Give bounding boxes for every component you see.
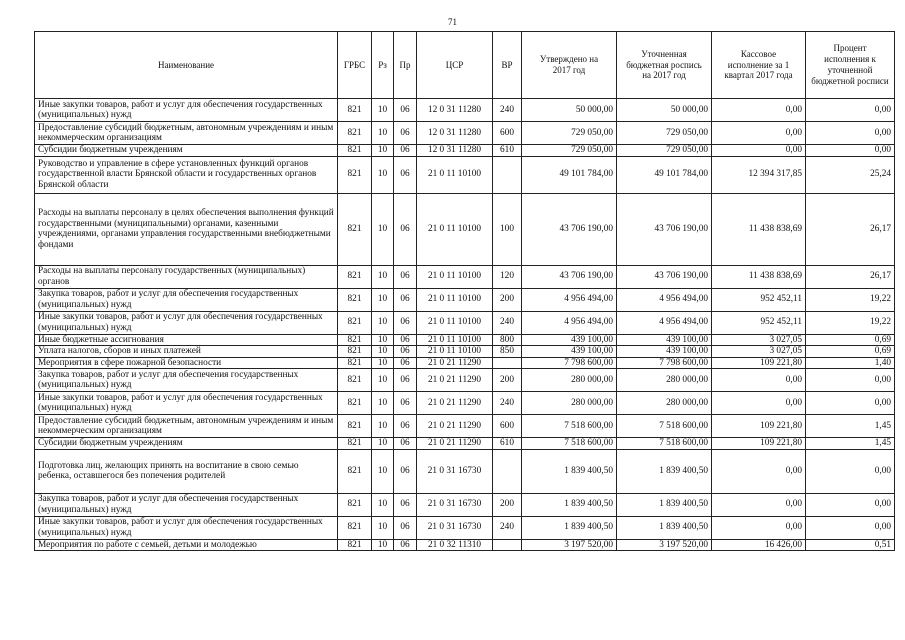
cell-executed: 0,00 bbox=[712, 122, 806, 145]
cell-vr bbox=[493, 357, 522, 369]
cell-vr: 240 bbox=[493, 516, 522, 539]
cell-approved: 729 050,00 bbox=[522, 145, 617, 157]
table-row bbox=[35, 156, 895, 193]
cell-csr: 21 0 11 10100 bbox=[417, 156, 493, 193]
cell-percent: 0,00 bbox=[806, 369, 895, 392]
cell-vr: 850 bbox=[493, 346, 522, 358]
cell-percent: 0,00 bbox=[806, 449, 895, 493]
cell-rz: 10 bbox=[372, 122, 394, 145]
cell-grbs: 821 bbox=[338, 145, 372, 157]
cell-pr: 06 bbox=[394, 156, 417, 193]
cell-executed: 0,00 bbox=[712, 516, 806, 539]
cell-csr: 12 0 31 11280 bbox=[417, 99, 493, 122]
cell-rz: 10 bbox=[372, 415, 394, 438]
cell-csr: 21 0 21 11290 bbox=[417, 438, 493, 450]
cell-pr: 06 bbox=[394, 265, 417, 288]
cell-approved: 50 000,00 bbox=[522, 99, 617, 122]
table-row bbox=[35, 392, 895, 415]
cell-name: Иные закупки товаров, работ и услуг для обеспечения государственных (муниципальных) нужд bbox=[35, 392, 338, 415]
cell-percent: 19,22 bbox=[806, 288, 895, 311]
cell-pr: 06 bbox=[394, 392, 417, 415]
cell-approved: 3 197 520,00 bbox=[522, 539, 617, 551]
cell-pr: 06 bbox=[394, 415, 417, 438]
cell-pr: 06 bbox=[394, 334, 417, 346]
cell-vr: 200 bbox=[493, 493, 522, 516]
cell-pr: 06 bbox=[394, 357, 417, 369]
cell-executed: 952 452,11 bbox=[712, 311, 806, 334]
cell-approved: 49 101 784,00 bbox=[522, 156, 617, 193]
cell-refined: 43 706 190,00 bbox=[617, 265, 712, 288]
cell-csr: 21 0 11 10100 bbox=[417, 346, 493, 358]
cell-pr: 06 bbox=[394, 99, 417, 122]
cell-approved: 439 100,00 bbox=[522, 334, 617, 346]
cell-grbs: 821 bbox=[338, 346, 372, 358]
cell-approved: 1 839 400,50 bbox=[522, 516, 617, 539]
cell-refined: 7 798 600,00 bbox=[617, 357, 712, 369]
cell-name: Субсидии бюджетным учреждениям bbox=[35, 145, 338, 157]
cell-vr: 240 bbox=[493, 392, 522, 415]
cell-rz: 10 bbox=[372, 334, 394, 346]
cell-rz: 10 bbox=[372, 346, 394, 358]
cell-approved: 4 956 494,00 bbox=[522, 288, 617, 311]
cell-rz: 10 bbox=[372, 265, 394, 288]
cell-grbs: 821 bbox=[338, 392, 372, 415]
table-row bbox=[35, 346, 895, 358]
table-row bbox=[35, 516, 895, 539]
cell-csr: 21 0 11 10100 bbox=[417, 288, 493, 311]
cell-refined: 439 100,00 bbox=[617, 334, 712, 346]
cell-name: Иные закупки товаров, работ и услуг для обеспечения государственных (муниципальных) нужд bbox=[35, 99, 338, 122]
cell-grbs: 821 bbox=[338, 311, 372, 334]
cell-pr: 06 bbox=[394, 288, 417, 311]
cell-rz: 10 bbox=[372, 156, 394, 193]
cell-vr bbox=[493, 156, 522, 193]
cell-name: Предоставление субсидий бюджетным, автономным учреждениям и иным некоммерческим организациям bbox=[35, 122, 338, 145]
table-row bbox=[35, 99, 895, 122]
cell-csr: 21 0 11 10100 bbox=[417, 334, 493, 346]
budget-table bbox=[34, 31, 895, 551]
cell-executed: 0,00 bbox=[712, 449, 806, 493]
col-header-percent: Процент исполнения к уточненной бюджетной росписи bbox=[806, 32, 895, 99]
cell-approved: 7 798 600,00 bbox=[522, 357, 617, 369]
cell-pr: 06 bbox=[394, 311, 417, 334]
cell-grbs: 821 bbox=[338, 334, 372, 346]
cell-refined: 439 100,00 bbox=[617, 346, 712, 358]
header-row bbox=[35, 32, 895, 99]
cell-vr: 240 bbox=[493, 311, 522, 334]
cell-rz: 10 bbox=[372, 539, 394, 551]
cell-pr: 06 bbox=[394, 193, 417, 265]
cell-name: Субсидии бюджетным учреждениям bbox=[35, 438, 338, 450]
cell-approved: 43 706 190,00 bbox=[522, 265, 617, 288]
cell-pr: 06 bbox=[394, 369, 417, 392]
table-row bbox=[35, 438, 895, 450]
cell-csr: 21 0 11 10100 bbox=[417, 265, 493, 288]
cell-rz: 10 bbox=[372, 516, 394, 539]
cell-percent: 19,22 bbox=[806, 311, 895, 334]
cell-grbs: 821 bbox=[338, 449, 372, 493]
cell-grbs: 821 bbox=[338, 265, 372, 288]
cell-refined: 280 000,00 bbox=[617, 392, 712, 415]
cell-refined: 4 956 494,00 bbox=[617, 288, 712, 311]
cell-vr: 800 bbox=[493, 334, 522, 346]
cell-pr: 06 bbox=[394, 438, 417, 450]
cell-name: Расходы на выплаты персоналу государственных (муниципальных) органов bbox=[35, 265, 338, 288]
cell-name: Закупка товаров, работ и услуг для обеспечения государственных (муниципальных) нужд bbox=[35, 288, 338, 311]
cell-executed: 11 438 838,69 bbox=[712, 193, 806, 265]
cell-pr: 06 bbox=[394, 516, 417, 539]
cell-grbs: 821 bbox=[338, 122, 372, 145]
cell-rz: 10 bbox=[372, 392, 394, 415]
cell-csr: 12 0 31 11280 bbox=[417, 122, 493, 145]
table-row bbox=[35, 539, 895, 551]
col-header-name: Наименование bbox=[35, 32, 338, 99]
cell-percent: 0,00 bbox=[806, 516, 895, 539]
cell-refined: 729 050,00 bbox=[617, 122, 712, 145]
cell-pr: 06 bbox=[394, 346, 417, 358]
cell-csr: 21 0 21 11290 bbox=[417, 357, 493, 369]
cell-csr: 21 0 31 16730 bbox=[417, 516, 493, 539]
cell-vr: 600 bbox=[493, 415, 522, 438]
cell-grbs: 821 bbox=[338, 156, 372, 193]
col-header-executed: Кассовое исполнение за 1 квартал 2017 года bbox=[712, 32, 806, 99]
cell-vr: 100 bbox=[493, 193, 522, 265]
cell-percent: 0,00 bbox=[806, 122, 895, 145]
cell-csr: 21 0 21 11290 bbox=[417, 415, 493, 438]
cell-approved: 1 839 400,50 bbox=[522, 449, 617, 493]
cell-grbs: 821 bbox=[338, 99, 372, 122]
cell-csr: 21 0 11 10100 bbox=[417, 193, 493, 265]
cell-vr bbox=[493, 539, 522, 551]
cell-grbs: 821 bbox=[338, 493, 372, 516]
cell-refined: 729 050,00 bbox=[617, 145, 712, 157]
cell-executed: 0,00 bbox=[712, 369, 806, 392]
cell-pr: 06 bbox=[394, 122, 417, 145]
table-row bbox=[35, 334, 895, 346]
cell-refined: 7 518 600,00 bbox=[617, 415, 712, 438]
cell-refined: 7 518 600,00 bbox=[617, 438, 712, 450]
cell-refined: 43 706 190,00 bbox=[617, 193, 712, 265]
cell-executed: 952 452,11 bbox=[712, 288, 806, 311]
cell-refined: 50 000,00 bbox=[617, 99, 712, 122]
cell-name: Иные закупки товаров, работ и услуг для обеспечения государственных (муниципальных) нужд bbox=[35, 311, 338, 334]
cell-executed: 109 221,80 bbox=[712, 357, 806, 369]
cell-csr: 21 0 31 16730 bbox=[417, 493, 493, 516]
cell-executed: 0,00 bbox=[712, 145, 806, 157]
cell-approved: 1 839 400,50 bbox=[522, 493, 617, 516]
cell-refined: 49 101 784,00 bbox=[617, 156, 712, 193]
cell-vr: 610 bbox=[493, 145, 522, 157]
cell-refined: 280 000,00 bbox=[617, 369, 712, 392]
cell-refined: 4 956 494,00 bbox=[617, 311, 712, 334]
cell-refined: 1 839 400,50 bbox=[617, 449, 712, 493]
cell-pr: 06 bbox=[394, 539, 417, 551]
cell-pr: 06 bbox=[394, 145, 417, 157]
table-row bbox=[35, 449, 895, 493]
col-header-grbs: ГРБС bbox=[338, 32, 372, 99]
cell-executed: 12 394 317,85 bbox=[712, 156, 806, 193]
cell-name: Иные бюджетные ассигнования bbox=[35, 334, 338, 346]
cell-approved: 280 000,00 bbox=[522, 369, 617, 392]
cell-rz: 10 bbox=[372, 311, 394, 334]
cell-approved: 439 100,00 bbox=[522, 346, 617, 358]
page-number: 71 bbox=[448, 17, 457, 27]
cell-csr: 21 0 21 11290 bbox=[417, 369, 493, 392]
table-row bbox=[35, 288, 895, 311]
cell-vr: 240 bbox=[493, 99, 522, 122]
cell-percent: 1,40 bbox=[806, 357, 895, 369]
cell-approved: 43 706 190,00 bbox=[522, 193, 617, 265]
cell-name: Иные закупки товаров, работ и услуг для обеспечения государственных (муниципальных) нужд bbox=[35, 516, 338, 539]
cell-grbs: 821 bbox=[338, 288, 372, 311]
cell-name: Мероприятия по работе с семьей, детьми и молодежью bbox=[35, 539, 338, 551]
cell-executed: 3 027,05 bbox=[712, 334, 806, 346]
cell-rz: 10 bbox=[372, 145, 394, 157]
cell-rz: 10 bbox=[372, 493, 394, 516]
cell-vr: 200 bbox=[493, 288, 522, 311]
cell-percent: 0,69 bbox=[806, 334, 895, 346]
cell-executed: 3 027,05 bbox=[712, 346, 806, 358]
cell-approved: 4 956 494,00 bbox=[522, 311, 617, 334]
cell-executed: 0,00 bbox=[712, 493, 806, 516]
cell-csr: 21 0 21 11290 bbox=[417, 392, 493, 415]
cell-percent: 0,69 bbox=[806, 346, 895, 358]
cell-refined: 1 839 400,50 bbox=[617, 493, 712, 516]
cell-percent: 0,51 bbox=[806, 539, 895, 551]
cell-refined: 3 197 520,00 bbox=[617, 539, 712, 551]
col-header-csr: ЦСР bbox=[417, 32, 493, 99]
cell-grbs: 821 bbox=[338, 415, 372, 438]
col-header-vr: ВР bbox=[493, 32, 522, 99]
cell-rz: 10 bbox=[372, 193, 394, 265]
cell-csr: 21 0 32 11310 bbox=[417, 539, 493, 551]
cell-executed: 0,00 bbox=[712, 392, 806, 415]
cell-grbs: 821 bbox=[338, 357, 372, 369]
table-row bbox=[35, 493, 895, 516]
cell-percent: 26,17 bbox=[806, 193, 895, 265]
cell-rz: 10 bbox=[372, 438, 394, 450]
cell-executed: 16 426,00 bbox=[712, 539, 806, 551]
cell-pr: 06 bbox=[394, 449, 417, 493]
cell-grbs: 821 bbox=[338, 516, 372, 539]
cell-percent: 0,00 bbox=[806, 145, 895, 157]
cell-percent: 1,45 bbox=[806, 415, 895, 438]
cell-name: Мероприятия в сфере пожарной безопасности bbox=[35, 357, 338, 369]
cell-pr: 06 bbox=[394, 493, 417, 516]
cell-percent: 26,17 bbox=[806, 265, 895, 288]
cell-vr: 200 bbox=[493, 369, 522, 392]
cell-approved: 7 518 600,00 bbox=[522, 438, 617, 450]
cell-vr bbox=[493, 449, 522, 493]
col-header-refined: Уточненная бюджетная роспись на 2017 год bbox=[617, 32, 712, 99]
cell-csr: 21 0 11 10100 bbox=[417, 311, 493, 334]
table-body bbox=[35, 99, 895, 551]
cell-approved: 7 518 600,00 bbox=[522, 415, 617, 438]
cell-rz: 10 bbox=[372, 369, 394, 392]
cell-executed: 0,00 bbox=[712, 99, 806, 122]
table-row bbox=[35, 193, 895, 265]
cell-name: Подготовка лиц, желающих принять на воспитание в свою семью ребенка, оставшегося без попечения родителей bbox=[35, 449, 338, 493]
table-row bbox=[35, 311, 895, 334]
cell-rz: 10 bbox=[372, 449, 394, 493]
cell-percent: 0,00 bbox=[806, 99, 895, 122]
cell-percent: 1,45 bbox=[806, 438, 895, 450]
col-header-approved: Утверждено на 2017 год bbox=[522, 32, 617, 99]
cell-rz: 10 bbox=[372, 288, 394, 311]
cell-approved: 729 050,00 bbox=[522, 122, 617, 145]
cell-executed: 109 221,80 bbox=[712, 438, 806, 450]
cell-csr: 12 0 31 11280 bbox=[417, 145, 493, 157]
col-header-pr: Пр bbox=[394, 32, 417, 99]
table-row bbox=[35, 145, 895, 157]
cell-vr: 120 bbox=[493, 265, 522, 288]
col-header-rz: Рз bbox=[372, 32, 394, 99]
cell-grbs: 821 bbox=[338, 369, 372, 392]
cell-name: Закупка товаров, работ и услуг для обеспечения государственных (муниципальных) нужд bbox=[35, 493, 338, 516]
table-row bbox=[35, 357, 895, 369]
cell-name: Закупка товаров, работ и услуг для обеспечения государственных (муниципальных) нужд bbox=[35, 369, 338, 392]
cell-name: Руководство и управление в сфере установленных функций органов государственной власти Брянской области и государственных органов Брянской области bbox=[35, 156, 338, 193]
cell-name: Уплата налогов, сборов и иных платежей bbox=[35, 346, 338, 358]
table-row bbox=[35, 415, 895, 438]
cell-grbs: 821 bbox=[338, 438, 372, 450]
table-row bbox=[35, 265, 895, 288]
cell-rz: 10 bbox=[372, 99, 394, 122]
cell-grbs: 821 bbox=[338, 539, 372, 551]
cell-refined: 1 839 400,50 bbox=[617, 516, 712, 539]
cell-executed: 109 221,80 bbox=[712, 415, 806, 438]
cell-percent: 25,24 bbox=[806, 156, 895, 193]
cell-grbs: 821 bbox=[338, 193, 372, 265]
cell-percent: 0,00 bbox=[806, 392, 895, 415]
cell-percent: 0,00 bbox=[806, 493, 895, 516]
cell-name: Расходы на выплаты персоналу в целях обеспечения выполнения функций государственными (муниципальными) органами, казенными учреждениями, органами управления государственными внебюджетными фондами bbox=[35, 193, 338, 265]
cell-approved: 280 000,00 bbox=[522, 392, 617, 415]
cell-rz: 10 bbox=[372, 357, 394, 369]
table-row bbox=[35, 369, 895, 392]
table-row bbox=[35, 122, 895, 145]
cell-vr: 610 bbox=[493, 438, 522, 450]
cell-csr: 21 0 31 16730 bbox=[417, 449, 493, 493]
cell-vr: 600 bbox=[493, 122, 522, 145]
cell-executed: 11 438 838,69 bbox=[712, 265, 806, 288]
cell-name: Предоставление субсидий бюджетным, автономным учреждениям и иным некоммерческим организациям bbox=[35, 415, 338, 438]
